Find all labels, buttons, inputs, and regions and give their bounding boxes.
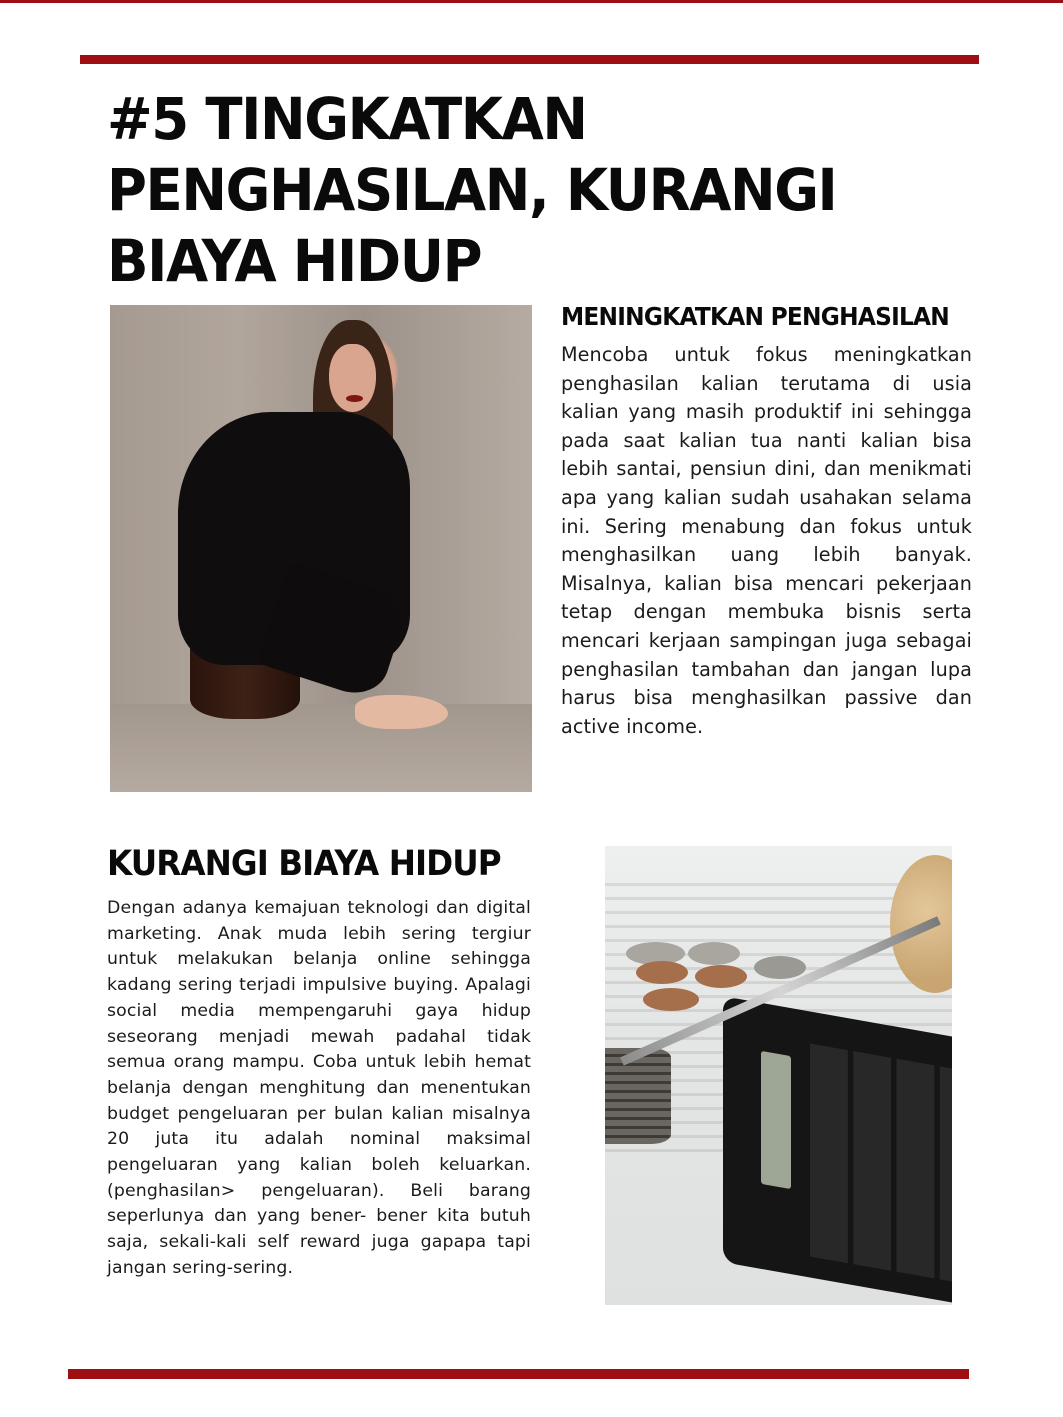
page-title-line-2: PENGHASILAN, KURANGI (107, 156, 837, 224)
bottom-divider-bar (68, 1369, 969, 1379)
page-title-line-3: BIAYA HIDUP (107, 227, 482, 295)
heading-reduce-costs: KURANGI BIAYA HIDUP (107, 844, 501, 884)
woman-photo (110, 305, 532, 792)
photo-foot (355, 695, 448, 729)
coin-icon (636, 961, 688, 984)
page-title (107, 84, 915, 297)
paragraph-reduce-costs: Dengan adanya kemajuan teknologi dan digital marketing. Anak muda lebih sering tergiur untuk melakukan belanja online sehingga kadang sering terjadi impulsive buying. Apalagi social media mempengaruhi gaya hidup seseorang menjadi mewah padahal tidak semua orang mampu. Coba untuk lebih hemat belanja dengan menghitung dan menentukan budget pengeluaran per bulan kalian misalnya 20 juta itu adalah nominal maksimal pengeluaran yang kalian boleh keluarkan. (penghasilan> pengeluaran). Beli barang seperlunya dan yang bener- bener kita butuh saja, sekali-kali self reward juga gapapa tapi jangan sering-sering. (107, 898, 531, 1278)
calculator-photo (605, 846, 952, 1305)
paragraph-increase-income: Mencoba untuk fokus meningkatkan penghasilan kalian terutama di usia kalian yang masih produktif ini sehingga pada saat kalian tua nanti kalian bisa lebih santai, pensiun dini, dan menikmati apa yang kalian sudah usahakan selama ini. Sering menabung dan fokus untuk menghasilkan uang lebih banyak. Misalnya, kalian bisa mencari pekerjaan tetap dengan membuka bisnis serta mencari kerjaan sampingan juga sebagai penghasilan tambahan dan jangan lupa harus bisa menghasilkan passive dan active income. (561, 343, 972, 738)
coin-icon (643, 988, 699, 1011)
photo-floor (110, 704, 532, 792)
page-title-line-1: #5 TINGKATKAN (107, 85, 587, 153)
coin-stack-icon (605, 1048, 671, 1144)
photo-lips (346, 395, 363, 402)
top-divider-bar (80, 55, 979, 64)
heading-increase-income: MENINGKATKAN PENGHASILAN (561, 302, 950, 331)
calculator-keys (810, 1044, 952, 1288)
calculator-display (761, 1051, 791, 1189)
top-edge-accent-bar (0, 0, 1063, 3)
calculator-icon (723, 997, 952, 1305)
